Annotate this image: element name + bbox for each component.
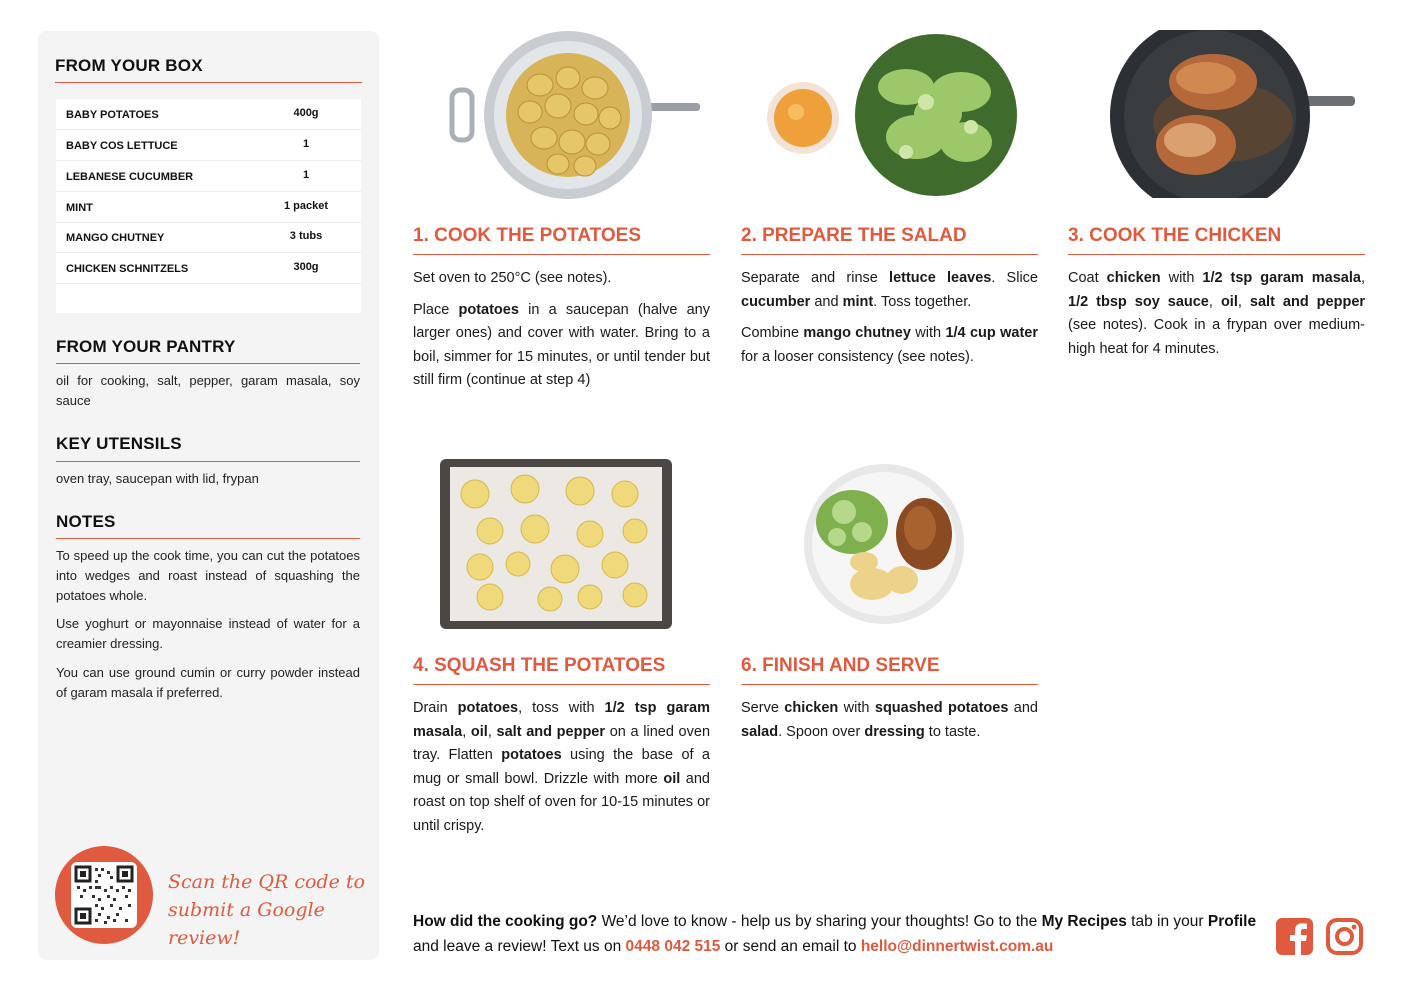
step-3-title: 3. COOK THE CHICKEN [1068, 225, 1282, 246]
email-link[interactable]: hello@dinnertwist.com.au [860, 938, 1054, 955]
utensils-text: oven tray, saucepan with lid, frypan [56, 471, 259, 486]
qr-badge [55, 846, 153, 944]
ingredient-name: BABY COS LETTUCE [66, 140, 178, 152]
divider [1068, 254, 1365, 255]
notes-title: NOTES [56, 512, 116, 531]
divider [741, 684, 1038, 685]
note-item: You can use ground cumin or curry powder instead of garam masala if preferred. [56, 665, 360, 700]
divider [56, 461, 360, 462]
phone-link[interactable]: 0448 042 515 [625, 938, 721, 955]
step-6-text [741, 697, 1038, 752]
ingredient-name: LEBANESE CUCUMBER [66, 171, 194, 183]
qr-message-line: Scan the QR code to [168, 871, 365, 893]
step-paragraph: Coat chicken with 1/2 tsp garam masala, 1/2 tbsp soy sauce, oil, salt and pepper (see notes). Cook in a frypan over medium-high heat for 4 minutes. [1068, 270, 1366, 357]
step-1-title: 1. COOK THE POTATOES [413, 225, 642, 246]
divider [56, 363, 360, 364]
instagram-icon[interactable] [1326, 918, 1363, 955]
step-6-title: 6. FINISH AND SERVE [741, 655, 940, 676]
ingredient-qty: 1 [302, 169, 310, 181]
ingredient-name: CHICKEN SCHNITZELS [66, 263, 189, 275]
chicken-frypan-image [1108, 30, 1358, 198]
ingredient-qty: 1 packet [283, 200, 329, 212]
qr-message [168, 868, 368, 952]
utensils-title: KEY UTENSILS [56, 434, 182, 453]
step-2-title: 2. PREPARE THE SALAD [741, 225, 967, 246]
table-row [56, 222, 361, 253]
salad-dressing-image [766, 32, 1018, 198]
from-box-title: FROM YOUR BOX [55, 56, 203, 75]
step-paragraph: Combine mango chutney with 1/4 cup water for a looser consistency (see notes). [741, 325, 1038, 365]
ingredient-qty: 1 [302, 138, 310, 150]
step-3-text [1068, 267, 1365, 369]
note-item: To speed up the cook time, you can cut the potatoes into wedges and roast instead of squashing the potatoes whole. [56, 548, 360, 603]
ingredient-qty: 300g [293, 261, 319, 273]
ingredient-name: MINT [66, 202, 93, 214]
qr-code[interactable] [71, 862, 137, 928]
facebook-icon[interactable] [1276, 918, 1313, 955]
step-paragraph: Serve chicken with squashed potatoes and salad. Spoon over dressing to taste. [741, 700, 1038, 740]
step-2-text [741, 267, 1038, 377]
table-row [56, 161, 361, 192]
feedback-question: How did the cooking go? [413, 913, 598, 930]
table-row [56, 130, 361, 161]
divider [413, 254, 710, 255]
step-4-title: 4. SQUASH THE POTATOES [413, 655, 666, 676]
finished-plate-image [802, 462, 966, 626]
step-4-text [413, 697, 710, 846]
table-row [56, 192, 361, 223]
divider [55, 82, 362, 83]
feedback-message: How did the cooking go? We’d love to know - help us by sharing your thoughts! Go to the My Recipes tab in your Profile and leave a review! Text us on 0448 042 515 or send an email to hello@dinnertwist.com.au [413, 913, 1257, 955]
potatoes-saucepan-image [440, 30, 702, 200]
profile-link[interactable]: Profile [1207, 913, 1257, 930]
pantry-text: oil for cooking, salt, pepper, garam masala, soy sauce [56, 373, 360, 408]
ingredient-name: MANGO CHUTNEY [66, 232, 165, 244]
ingredient-qty: 400g [293, 107, 319, 119]
step-paragraph: Separate and rinse lettuce leaves. Slice cucumber and mint. Toss together. [741, 270, 1038, 310]
divider [413, 684, 710, 685]
table-row [56, 99, 361, 130]
potatoes-tray-image [440, 459, 672, 629]
ingredient-name: BABY POTATOES [66, 109, 159, 121]
step-paragraph: Set oven to 250°C (see notes). [413, 270, 612, 286]
note-item: Use yoghurt or mayonnaise instead of water for a creamier dressing. [56, 616, 360, 651]
ingredients-table [56, 99, 361, 313]
step-paragraph: Place potatoes in a saucepan (halve any larger ones) and cover with water. Bring to a boil, simmer for 15 minutes, or until tender but still firm (continue at step 4) [413, 301, 711, 388]
my-recipes-link[interactable]: My Recipes [1041, 913, 1127, 930]
table-row [56, 253, 361, 284]
divider [741, 254, 1038, 255]
divider [56, 538, 360, 539]
ingredient-qty: 3 tubs [289, 230, 323, 242]
step-1-text [413, 267, 710, 401]
pantry-title: FROM YOUR PANTRY [56, 337, 236, 356]
step-paragraph: Drain potatoes, toss with 1/2 tsp garam masala, oil, salt and pepper on a lined oven tray. Flatten potatoes using the base of a mug or small bowl. Drizzle with more oil and roast on top shelf of oven for 10-15 minutes or until crispy. [413, 700, 711, 834]
qr-message-line: submit a Google review! [168, 899, 325, 949]
